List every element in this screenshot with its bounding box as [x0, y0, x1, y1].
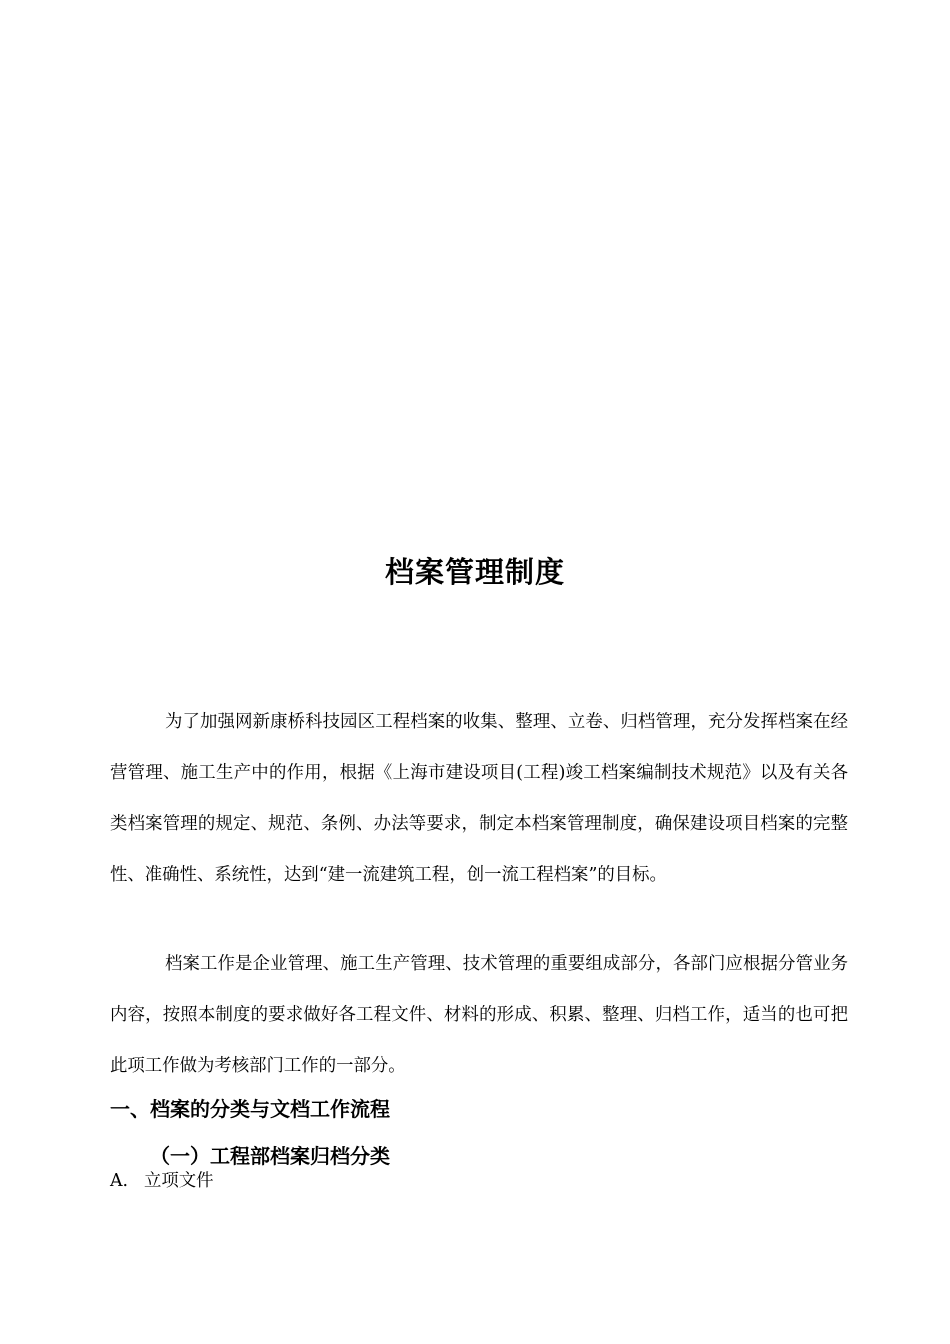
archive-work-paragraph: 档案工作是企业管理、施工生产管理、技术管理的重要组成部分，各部门应根据分管业务内容，按照本制度的要求做好各工程文件、材料的形成、积累、整理、归档工作，适当的也可把此项工作做为考核部门工作的一部分。 [110, 954, 848, 1076]
section-heading: 一、档案的分类与文档工作流程 [110, 1097, 390, 1121]
list-item [110, 1166, 214, 1196]
list-item-marker: A. [110, 1171, 129, 1191]
list-item-text: 立项文件 [144, 1171, 214, 1191]
subsection-heading: （一）工程部档案归档分类 [150, 1144, 390, 1168]
intro-paragraph: 为了加强网新康桥科技园区工程档案的收集、整理、立卷、归档管理，充分发挥档案在经营管理、施工生产中的作用，根据《上海市建设项目(工程)竣工档案编制技术规范》以及有关各类档案管理的规定、规范、条例、办法等要求，制定本档案管理制度，确保建设项目档案的完整性、准确性、系统性，达到“建一流建筑工程，创一流工程档案”的目标。 [110, 712, 848, 885]
document-title: 档案管理制度 [384, 555, 565, 589]
